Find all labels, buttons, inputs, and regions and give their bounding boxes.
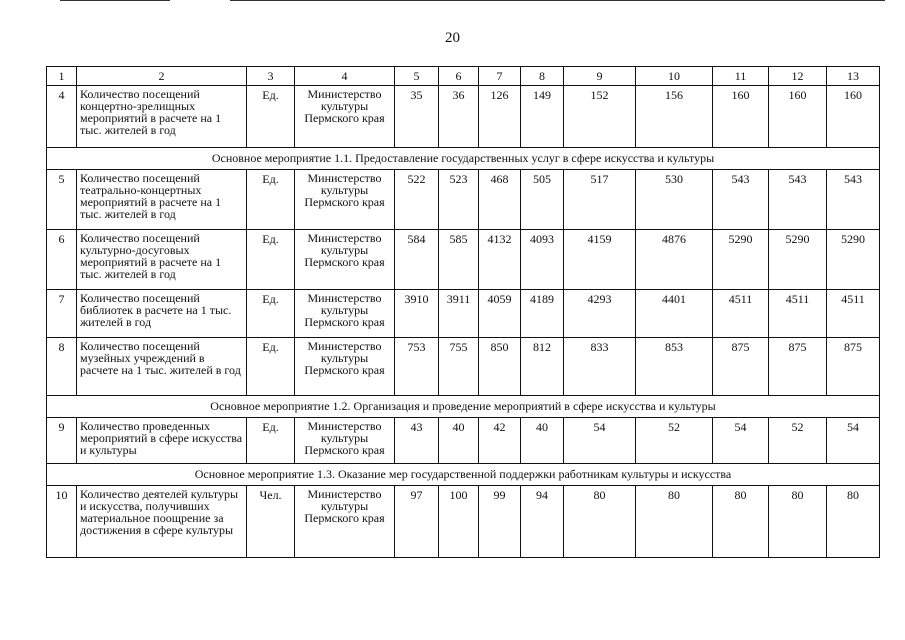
indicator-name: Количество посещений театрально-концертных мероприятий в расчете на 1 тыс. жителей в год — [77, 170, 247, 230]
top-rule — [0, 0, 905, 2]
indicator-name: Количество посещений библиотек в расчете на 1 тыс. жителей в год — [77, 290, 247, 338]
section-title: Основное мероприятие 1.3. Оказание мер государственной поддержки работникам культуры и искусства — [47, 464, 880, 486]
value-cell: 584 — [395, 230, 439, 290]
header-cell: 1 — [47, 67, 77, 86]
value-cell: 80 — [827, 486, 880, 558]
indicator-row — [47, 86, 880, 148]
unit-cell: Ед. — [247, 290, 295, 338]
value-cell: 160 — [827, 86, 880, 148]
indicator-name: Количество посещений музейных учреждений в расчете на 1 тыс. жителей в год — [77, 338, 247, 396]
unit-cell: Ед. — [247, 230, 295, 290]
value-cell: 94 — [521, 486, 564, 558]
value-cell: 80 — [636, 486, 713, 558]
value-cell: 3910 — [395, 290, 439, 338]
responsible-cell: Министерство культуры Пермского края — [295, 230, 395, 290]
value-cell: 543 — [769, 170, 827, 230]
value-cell: 36 — [439, 86, 479, 148]
value-cell: 4132 — [479, 230, 521, 290]
row-number: 8 — [47, 338, 77, 396]
value-cell: 4159 — [564, 230, 636, 290]
header-cell: 13 — [827, 67, 880, 86]
value-cell: 40 — [439, 418, 479, 464]
value-cell: 80 — [769, 486, 827, 558]
value-cell: 853 — [636, 338, 713, 396]
value-cell: 833 — [564, 338, 636, 396]
row-number: 10 — [47, 486, 77, 558]
value-cell: 875 — [769, 338, 827, 396]
value-cell: 160 — [713, 86, 769, 148]
row-number: 6 — [47, 230, 77, 290]
header-cell: 3 — [247, 67, 295, 86]
value-cell: 875 — [827, 338, 880, 396]
header-cell: 2 — [77, 67, 247, 86]
responsible-cell: Министерство культуры Пермского края — [295, 290, 395, 338]
value-cell: 43 — [395, 418, 439, 464]
header-cell: 5 — [395, 67, 439, 86]
indicators-table — [46, 66, 880, 558]
value-cell: 523 — [439, 170, 479, 230]
value-cell: 543 — [713, 170, 769, 230]
value-cell: 505 — [521, 170, 564, 230]
header-cell: 9 — [564, 67, 636, 86]
value-cell: 4401 — [636, 290, 713, 338]
value-cell: 517 — [564, 170, 636, 230]
header-cell: 12 — [769, 67, 827, 86]
value-cell: 522 — [395, 170, 439, 230]
value-cell: 585 — [439, 230, 479, 290]
page-number: 20 — [445, 30, 460, 46]
value-cell: 40 — [521, 418, 564, 464]
value-cell: 99 — [479, 486, 521, 558]
section-row — [47, 148, 880, 170]
header-cell: 4 — [295, 67, 395, 86]
value-cell: 812 — [521, 338, 564, 396]
value-cell: 35 — [395, 86, 439, 148]
value-cell: 468 — [479, 170, 521, 230]
value-cell: 4511 — [769, 290, 827, 338]
value-cell: 875 — [713, 338, 769, 396]
unit-cell: Ед. — [247, 170, 295, 230]
responsible-cell: Министерство культуры Пермского края — [295, 486, 395, 558]
value-cell: 4059 — [479, 290, 521, 338]
unit-cell: Ед. — [247, 338, 295, 396]
section-title: Основное мероприятие 1.2. Организация и проведение мероприятий в сфере искусства и культуры — [47, 396, 880, 418]
header-cell: 7 — [479, 67, 521, 86]
value-cell: 5290 — [769, 230, 827, 290]
value-cell: 152 — [564, 86, 636, 148]
value-cell: 54 — [564, 418, 636, 464]
indicator-row — [47, 338, 880, 396]
row-number: 4 — [47, 86, 77, 148]
value-cell: 4293 — [564, 290, 636, 338]
responsible-cell: Министерство культуры Пермского края — [295, 338, 395, 396]
value-cell: 54 — [713, 418, 769, 464]
value-cell: 126 — [479, 86, 521, 148]
value-cell: 850 — [479, 338, 521, 396]
row-number: 9 — [47, 418, 77, 464]
section-row — [47, 464, 880, 486]
value-cell: 52 — [636, 418, 713, 464]
value-cell: 4876 — [636, 230, 713, 290]
value-cell: 100 — [439, 486, 479, 558]
indicator-name: Количество деятелей культуры и искусства, получивших материальное поощрение за достижения в сфере культуры — [77, 486, 247, 558]
responsible-cell: Министерство культуры Пермского края — [295, 170, 395, 230]
value-cell: 5290 — [827, 230, 880, 290]
value-cell: 753 — [395, 338, 439, 396]
responsible-cell: Министерство культуры Пермского края — [295, 86, 395, 148]
value-cell: 5290 — [713, 230, 769, 290]
header-cell: 6 — [439, 67, 479, 86]
indicator-row — [47, 290, 880, 338]
header-cell: 11 — [713, 67, 769, 86]
indicator-name: Количество посещений концертно-зрелищных мероприятий в расчете на 1 тыс. жителей в год — [77, 86, 247, 148]
indicator-name: Количество проведенных мероприятий в сфере искусства и культуры — [77, 418, 247, 464]
header-row — [47, 67, 880, 86]
value-cell: 755 — [439, 338, 479, 396]
value-cell: 4093 — [521, 230, 564, 290]
unit-cell: Ед. — [247, 86, 295, 148]
value-cell: 42 — [479, 418, 521, 464]
value-cell: 80 — [713, 486, 769, 558]
value-cell: 530 — [636, 170, 713, 230]
row-number: 7 — [47, 290, 77, 338]
header-cell: 8 — [521, 67, 564, 86]
value-cell: 4511 — [713, 290, 769, 338]
value-cell: 80 — [564, 486, 636, 558]
value-cell: 156 — [636, 86, 713, 148]
indicator-name: Количество посещений культурно-досуговых мероприятий в расчете на 1 тыс. жителей в год — [77, 230, 247, 290]
value-cell: 52 — [769, 418, 827, 464]
indicator-row — [47, 230, 880, 290]
header-cell: 10 — [636, 67, 713, 86]
value-cell: 4511 — [827, 290, 880, 338]
value-cell: 54 — [827, 418, 880, 464]
value-cell: 4189 — [521, 290, 564, 338]
value-cell: 97 — [395, 486, 439, 558]
unit-cell: Чел. — [247, 486, 295, 558]
section-row — [47, 396, 880, 418]
value-cell: 3911 — [439, 290, 479, 338]
row-number: 5 — [47, 170, 77, 230]
indicator-row — [47, 170, 880, 230]
responsible-cell: Министерство культуры Пермского края — [295, 418, 395, 464]
value-cell: 543 — [827, 170, 880, 230]
value-cell: 149 — [521, 86, 564, 148]
value-cell: 160 — [769, 86, 827, 148]
unit-cell: Ед. — [247, 418, 295, 464]
section-title: Основное мероприятие 1.1. Предоставление государственных услуг в сфере искусства и культуры — [47, 148, 880, 170]
indicator-row — [47, 486, 880, 558]
indicator-row — [47, 418, 880, 464]
